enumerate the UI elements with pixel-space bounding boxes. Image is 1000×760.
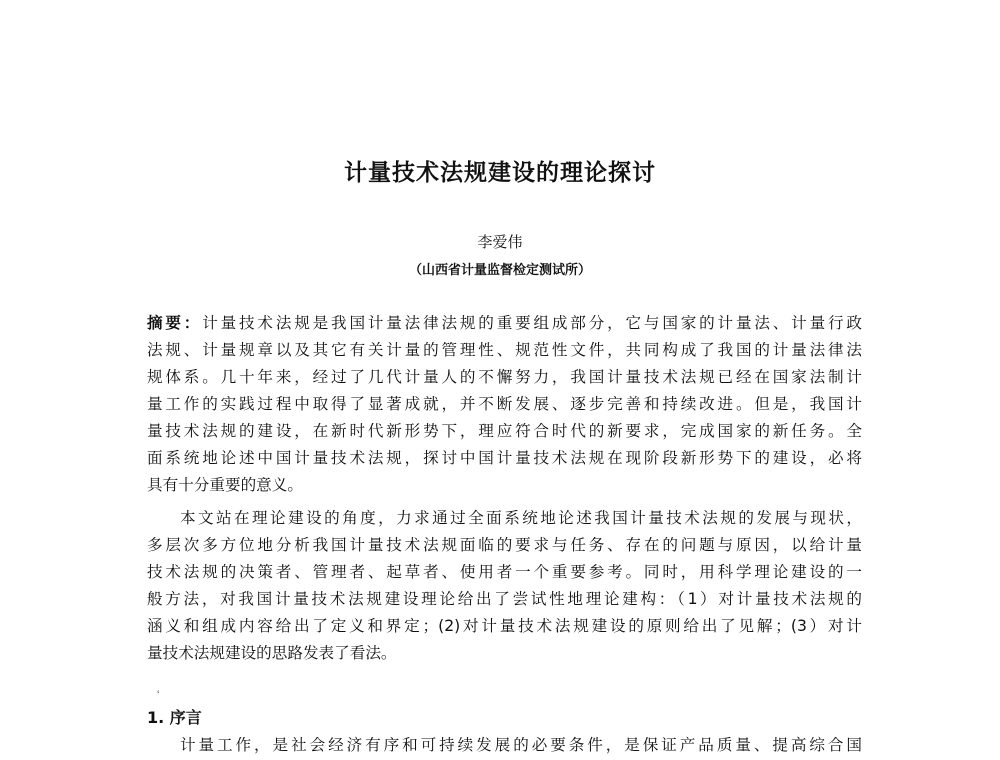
abstract-line: 具有十分重要的意义。 [147, 476, 303, 494]
author-name: 李爱伟 [477, 233, 523, 251]
abstract-line: 面系统地论述中国计量技术法规，探讨中国计量技术法规在现阶段新形势下的建设，必将 [147, 449, 862, 467]
body-line: 般方法，对我国计量技术法规建设理论给出了尝试性地理论建构：（1）对计量技术法规的 [147, 590, 862, 608]
abstract-line [147, 312, 862, 334]
abstract-line: 量工作的实践过程中取得了显著成就，并不断发展、逐步完善和持续改进。但是，我国计 [147, 395, 862, 413]
body-line: 量技术法规建设的思路发表了看法。 [147, 644, 397, 662]
abstract-line: 规体系。几十年来，经过了几代计量人的不懈努力，我国计量技术法规已经在国家法制计 [147, 368, 862, 386]
section-heading: 1. 序言 [147, 708, 202, 727]
margin-mark: ʿ [157, 690, 161, 701]
body-line: 涵义和组成内容给出了定义和界定；(2)对计量技术法规建设的原则给出了见解；(3）对计 [147, 617, 862, 635]
abstract-line-text: 计量技术法规是我国计量法律法规的重要组成部分，它与国家的计量法、计量行政 [202, 314, 862, 332]
abstract-label: 摘要： [147, 314, 203, 332]
body-line: 技术法规的决策者、管理者、起草者、使用者一个重要参考。同时，用科学理论建设的一 [147, 563, 862, 581]
abstract-line: 法规、计量规章以及其它有关计量的管理性、规范性文件，共同构成了我国的计量法律法 [147, 341, 862, 359]
paper-title: 计量技术法规建设的理论探讨 [344, 160, 656, 186]
section-first-line: 计量工作，是社会经济有序和可持续发展的必要条件，是保证产品质量、提高综合国 [180, 736, 862, 754]
author-affiliation: （山西省计量监督检定测试所） [408, 263, 591, 278]
abstract-line: 量技术法规的建设，在新时代新形势下，理应符合时代的新要求，完成国家的新任务。全 [147, 422, 862, 440]
body-line: 本文站在理论建设的角度，力求通过全面系统地论述我国计量技术法规的发展与现状， [180, 509, 862, 527]
body-line: 多层次多方位地分析我国计量技术法规面临的要求与任务、存在的问题与原因，以给计量 [147, 536, 862, 554]
